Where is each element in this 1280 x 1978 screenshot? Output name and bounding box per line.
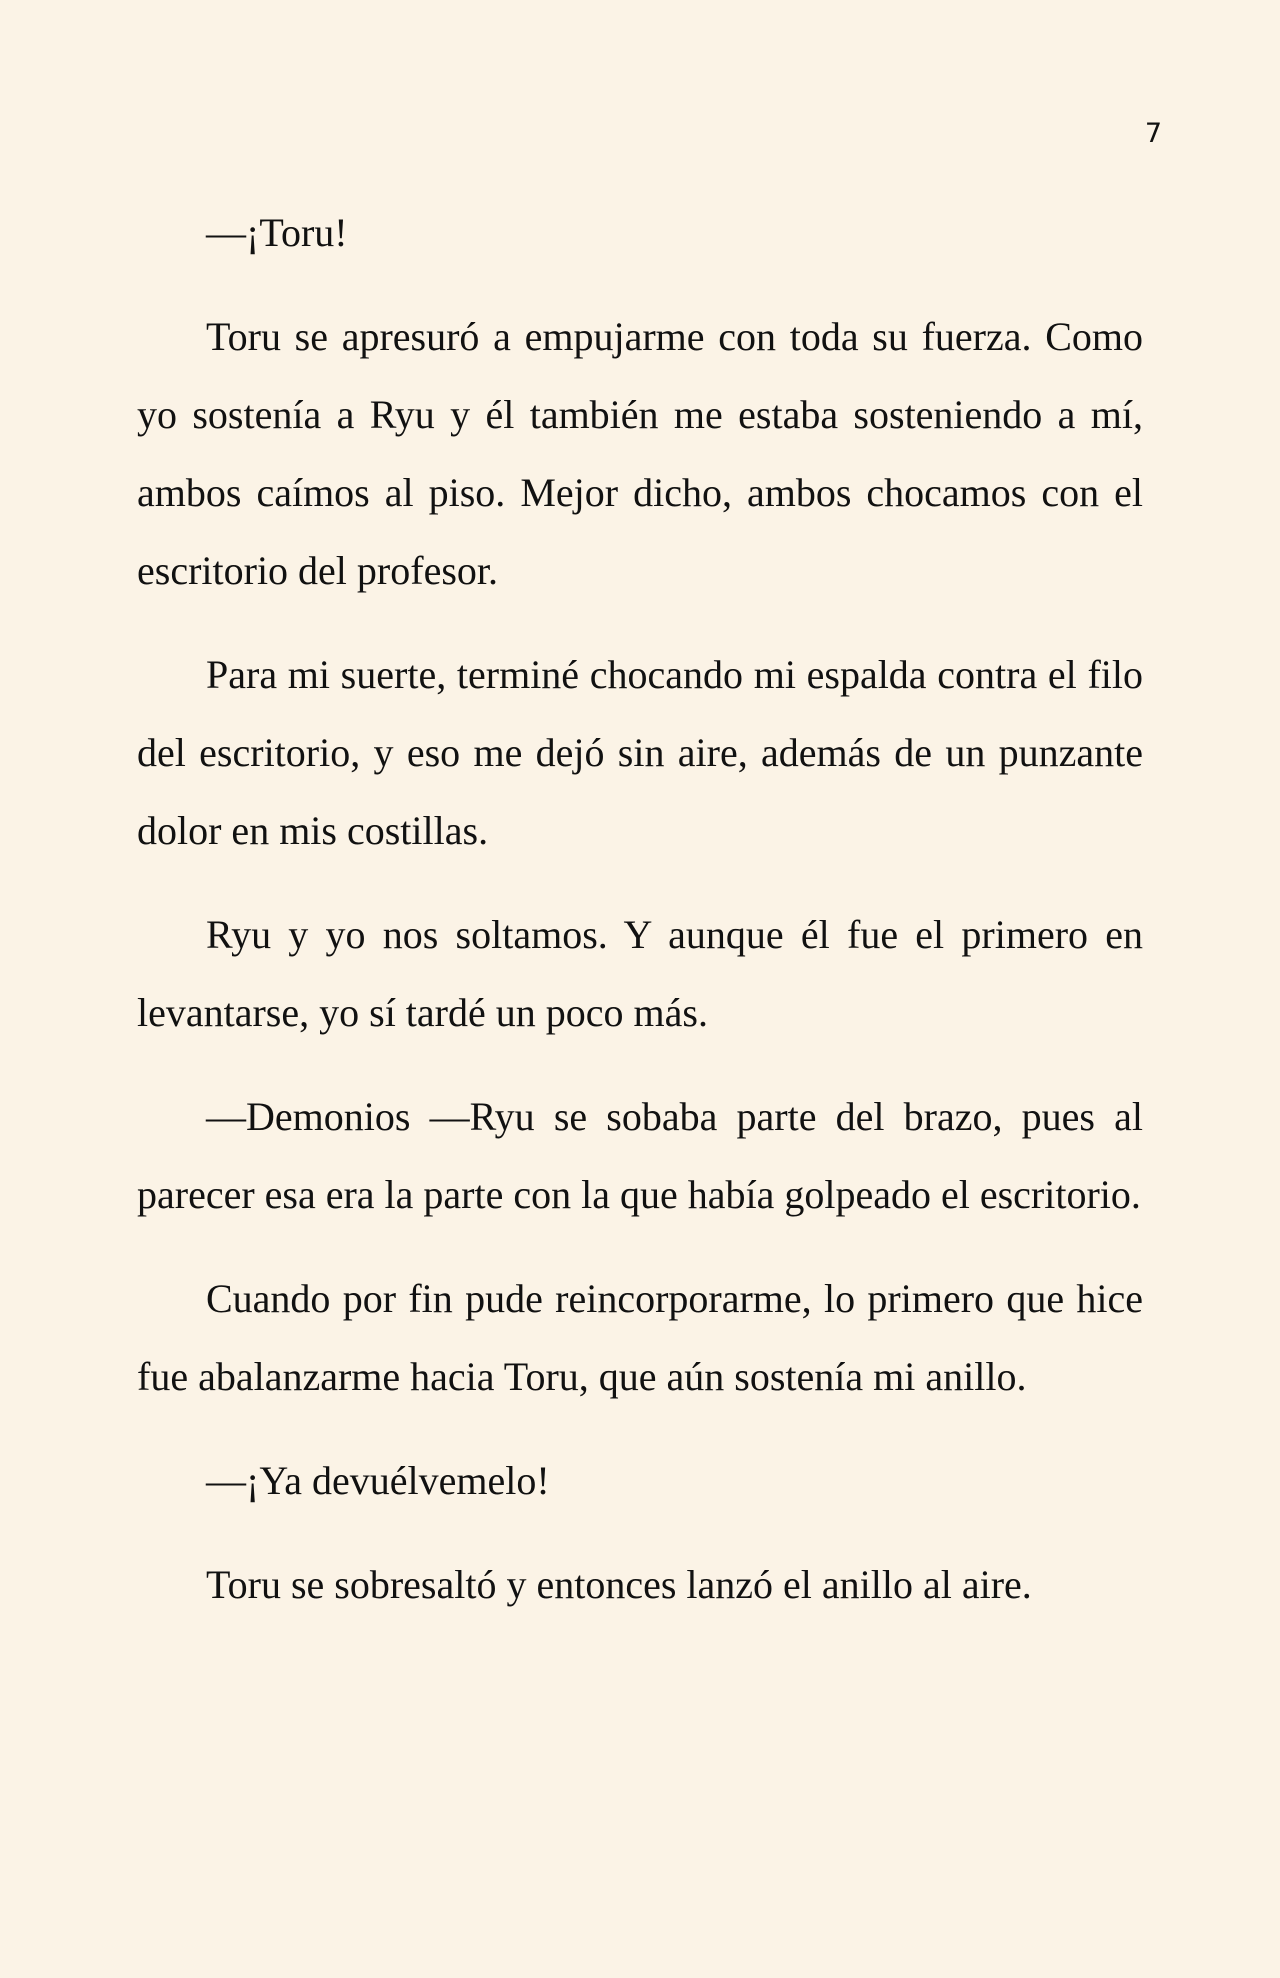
paragraph: Ryu y yo nos soltamos. Y aunque él fue el primero en levantarse, yo sí tardé un poco más.: [137, 912, 1143, 1035]
page-number: 7: [1144, 118, 1162, 149]
paragraph: —Demonios —Ryu se sobaba parte del brazo, pues al parecer esa era la parte con la que había golpeado el escritorio.: [137, 1094, 1143, 1217]
paragraph: Toru se apresuró a empujarme con toda su fuerza. Como yo sostenía a Ryu y él también me estaba sosteniendo a mí, ambos caímos al piso. Mejor dicho, ambos chocamos con el escritorio del profesor.: [137, 314, 1143, 593]
body-text: [137, 194, 1143, 1650]
paragraph: —¡Toru!: [206, 210, 348, 255]
paragraph: —¡Ya devuélvemelo!: [206, 1458, 550, 1503]
paragraph: Para mi suerte, terminé chocando mi espalda contra el filo del escritorio, y eso me dejó sin aire, además de un punzante dolor en mis costillas.: [137, 652, 1143, 853]
paragraph: Toru se sobresaltó y entonces lanzó el anillo al aire.: [206, 1562, 1032, 1607]
paragraph: Cuando por fin pude reincorporarme, lo primero que hice fue abalanzarme hacia Toru, que aún sostenía mi anillo.: [137, 1276, 1143, 1399]
